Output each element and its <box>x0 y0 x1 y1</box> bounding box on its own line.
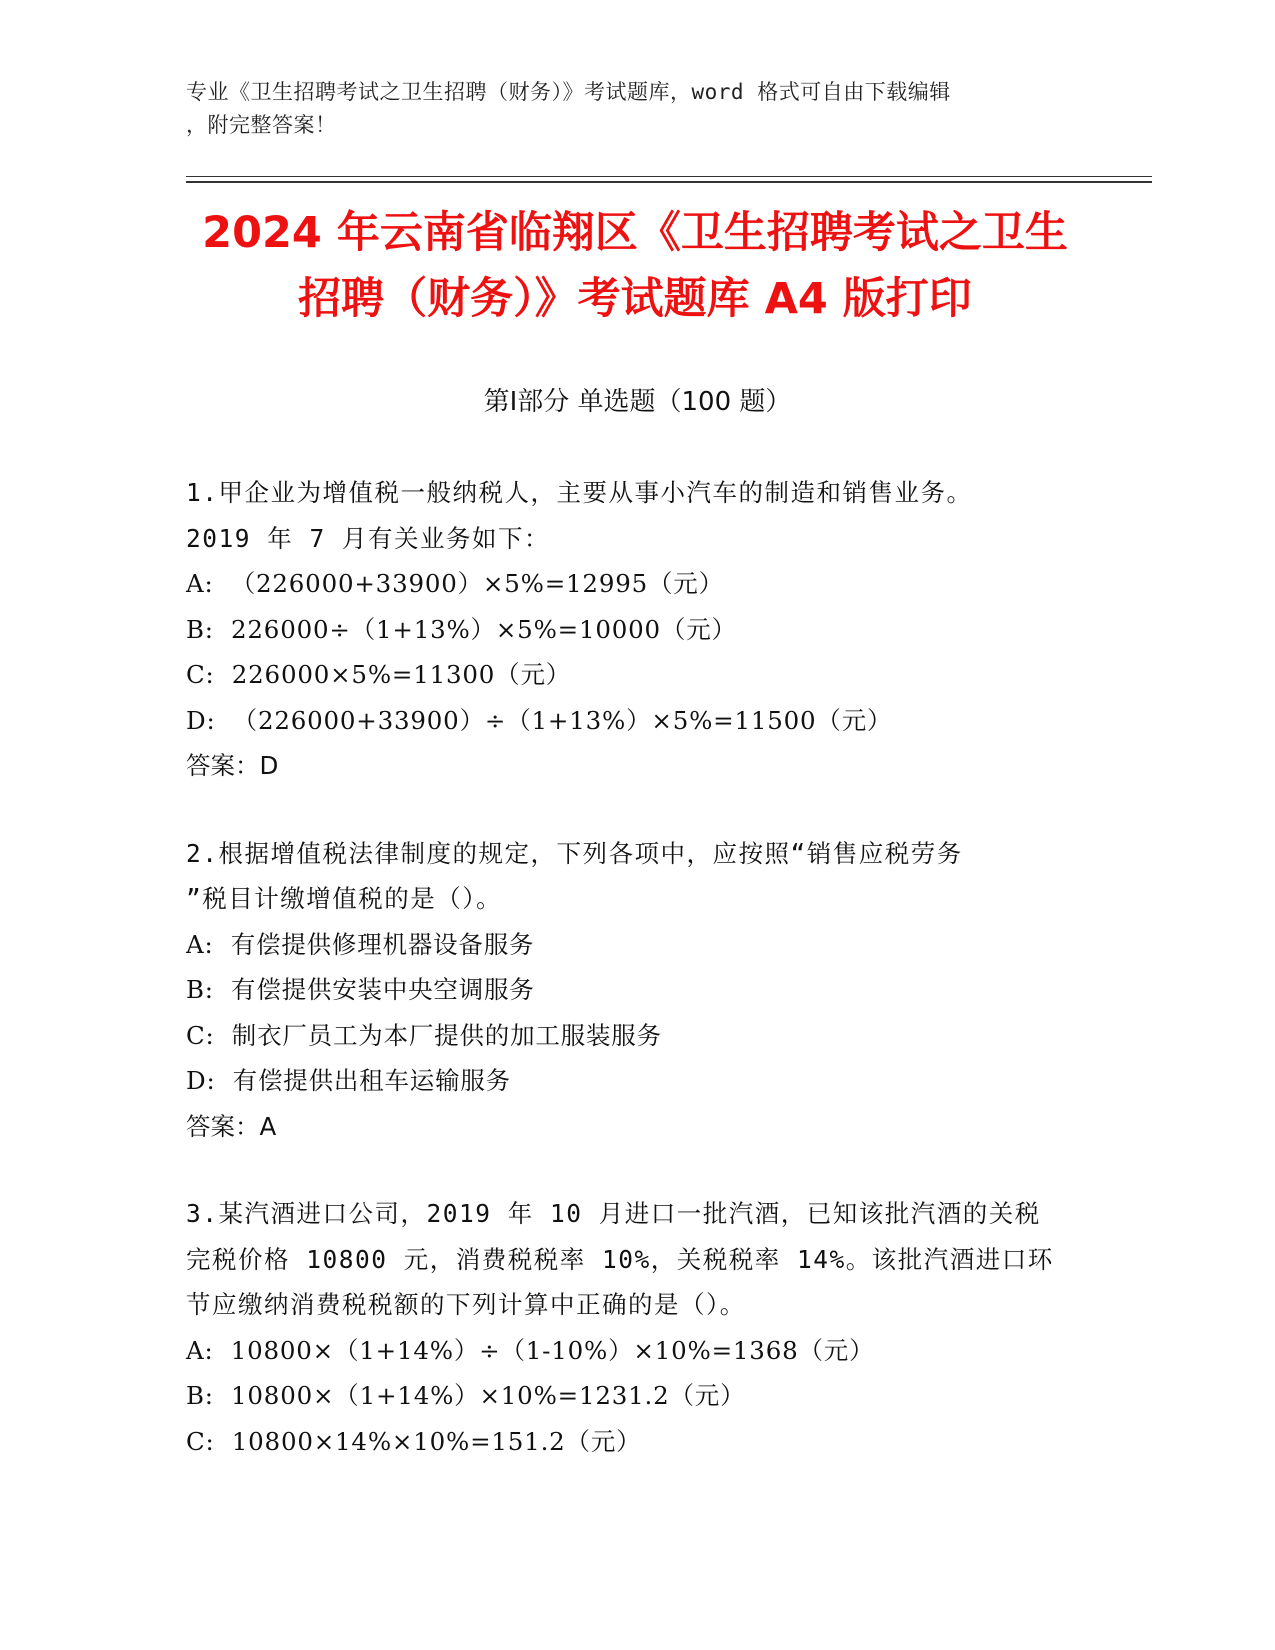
question-stem-line: ”税目计缴增值税的是（）。 <box>186 884 502 913</box>
question-1 <box>186 470 1086 789</box>
option-c: C: 226000×5%=11300（元） <box>186 660 572 689</box>
header-note-line-2: ，附完整答案！ <box>186 113 337 137</box>
option-d: D: 有偿提供出租车运输服务 <box>186 1066 511 1095</box>
answer: 答案：D <box>186 751 279 780</box>
header-note-line-1: 专业《卫生招聘考试之卫生招聘（财务）》考试题库，word 格式可自由下载编辑 <box>186 80 951 104</box>
document-title-line-2: 招聘（财务）》考试题库 A4 版打印 <box>298 274 972 324</box>
option-a: A: （226000+33900）×5%=12995（元） <box>186 569 724 598</box>
question-stem-line: 3.某汽酒进口公司，2019 年 10 月进口一批汽酒，已知该批汽酒的关税 <box>186 1199 1041 1228</box>
option-a: A: 10800×（1+14%）÷（1-10%）×10%=1368（元） <box>186 1335 875 1365</box>
question-3 <box>186 1191 1086 1464</box>
option-c: C: 制衣厂员工为本厂提供的加工服装服务 <box>186 1020 662 1050</box>
question-stem-line: 完税价格 10800 元，消费税税率 10%，关税税率 14%。该批汽酒进口环 <box>186 1244 1054 1274</box>
question-stem-line: 节应缴纳消费税税额的下列计算中正确的是（）。 <box>186 1290 746 1319</box>
option-c: C: 10800×14%×10%=151.2（元） <box>186 1426 642 1456</box>
option-b: B: 10800×（1+14%）×10%=1231.2（元） <box>186 1381 746 1410</box>
header-rule-thin <box>186 176 1152 177</box>
section-title: 第Ⅰ部分 单选题（100 题） <box>483 387 792 417</box>
document-title <box>140 200 1130 332</box>
question-stem-line: 1.甲企业为增值税一般纳税人，主要从事小汽车的制造和销售业务。 <box>186 478 973 507</box>
document-title-line-1: 2024 年云南省临翔区《卫生招聘考试之卫生 <box>202 208 1068 258</box>
answer: 答案：A <box>186 1111 277 1141</box>
header-note <box>186 76 1066 142</box>
header-rule-thick <box>186 181 1152 183</box>
option-a: A: 有偿提供修理机器设备服务 <box>186 929 535 959</box>
question-list <box>186 470 1086 1506</box>
question-stem-line: 2.根据增值税法律制度的规定，下列各项中，应按照“销售应税劳务 <box>186 838 963 868</box>
question-stem-line: 2019 年 7 月有关业务如下： <box>186 523 551 553</box>
option-d: D: （226000+33900）÷（1+13%）×5%=11500（元） <box>186 705 893 735</box>
option-b: B: 有偿提供安装中央空调服务 <box>186 975 535 1004</box>
option-b: B: 226000÷（1+13%）×5%=10000（元） <box>186 614 737 644</box>
question-2 <box>186 831 1086 1150</box>
